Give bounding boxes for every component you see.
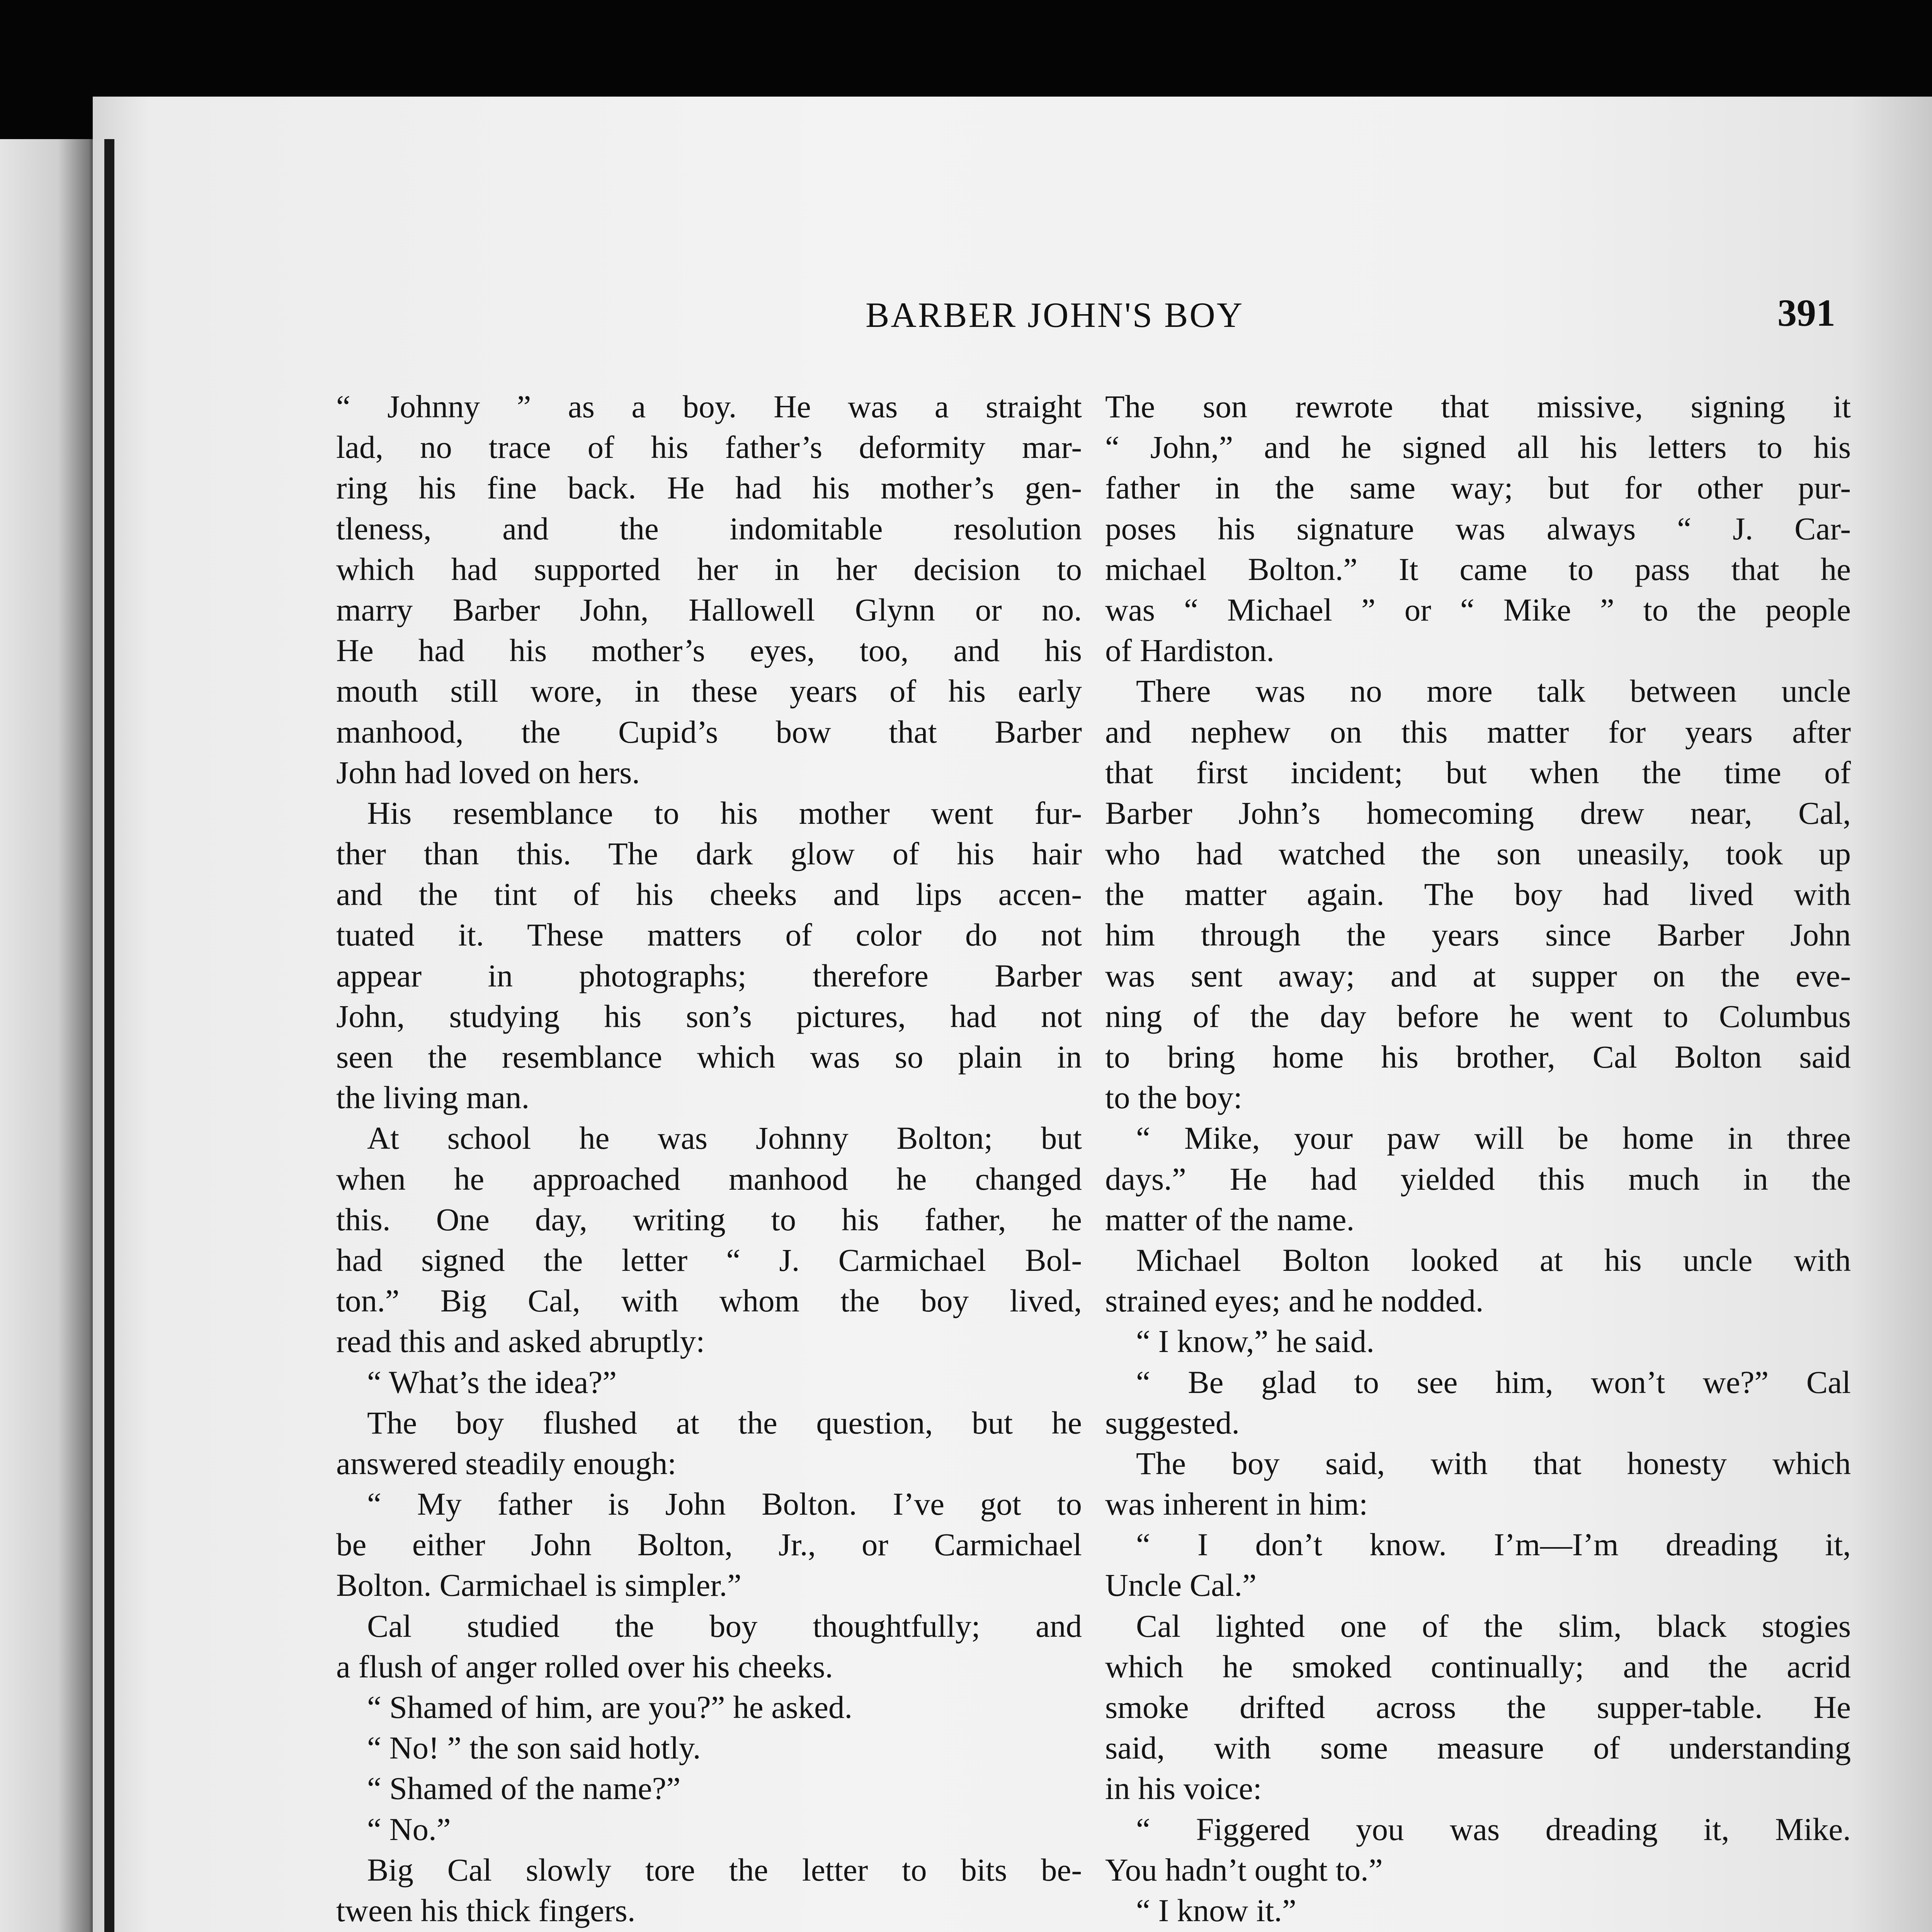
text-line: and nephew on this matter for years after (1105, 714, 1851, 750)
text-line: father in the same way; but for other pur- (1105, 470, 1851, 506)
text-line: manhood, the Cupid’s bow that Barber (336, 714, 1082, 750)
text-line: There was no more talk between uncle (1136, 673, 1851, 709)
text-line: ning of the day before he went to Columbus (1105, 998, 1851, 1034)
text-line: which had supported her in her decision to (336, 551, 1082, 587)
text-line: appear in photographs; therefore Barber (336, 957, 1082, 993)
text-line: tleness, and the indomitable resolution (336, 510, 1082, 546)
text-line: a flush of anger rolled over his cheeks. (336, 1648, 833, 1684)
text-line: “ What’s the idea?” (367, 1364, 617, 1400)
right-text-column (1105, 386, 1851, 1932)
text-line: and the tint of his cheeks and lips accen- (336, 876, 1082, 912)
text-line: the matter again. The boy had lived with (1105, 876, 1851, 912)
text-line: to the boy: (1105, 1080, 1243, 1116)
text-line: strained eyes; and he nodded. (1105, 1283, 1484, 1319)
text-line: John, studying his son’s pictures, had not (336, 998, 1082, 1034)
text-line: John had loved on hers. (336, 754, 640, 790)
text-line: read this and asked abruptly: (336, 1323, 705, 1359)
text-line: poses his signature was always “ J. Car- (1105, 510, 1851, 546)
text-line: “ I know,” he said. (1136, 1323, 1374, 1359)
text-line: Barber John’s homecoming drew near, Cal, (1105, 795, 1851, 831)
text-line: to bring home his brother, Cal Bolton said (1105, 1039, 1851, 1075)
text-line: “ I know it.” (1136, 1892, 1296, 1928)
text-line: “ Johnny ” as a boy. He was a straight (336, 389, 1082, 424)
facing-page-edge (0, 139, 97, 1932)
text-line: You hadn’t ought to.” (1105, 1852, 1383, 1888)
text-line: suggested. (1105, 1405, 1240, 1440)
text-line: ring his fine back. He had his mother’s gen- (336, 470, 1082, 506)
text-line: His resemblance to his mother went fur- (367, 795, 1082, 831)
running-head: BARBER JOHN'S BOY (866, 295, 1244, 335)
text-line: The boy said, with that honesty which (1136, 1445, 1851, 1481)
text-line: days.” He had yielded this much in the (1105, 1161, 1851, 1197)
text-line: the living man. (336, 1080, 530, 1116)
text-line: mouth still wore, in these years of his early (336, 673, 1082, 709)
text-line: of Hardiston. (1105, 633, 1274, 668)
text-line: “ No.” (367, 1811, 451, 1847)
text-line: He had his mother’s eyes, too, and his (336, 633, 1082, 668)
text-line: lad, no trace of his father’s deformity mar- (336, 429, 1082, 465)
text-line: Uncle Cal.” (1105, 1567, 1257, 1603)
text-line: ther than this. The dark glow of his hair (336, 836, 1082, 872)
text-line: was “ Michael ” or “ Mike ” to the people (1105, 592, 1851, 628)
text-line: “ No! ” the son said hotly. (367, 1730, 701, 1766)
binding-gutter (104, 139, 114, 1932)
text-line: in his voice: (1105, 1770, 1262, 1806)
text-line: At school he was Johnny Bolton; but (367, 1120, 1082, 1156)
text-line: Michael Bolton looked at his uncle with (1136, 1242, 1851, 1278)
text-line: be either John Bolton, Jr., or Carmichael (336, 1527, 1082, 1563)
text-line: tuated it. These matters of color do not (336, 917, 1082, 953)
text-line: Cal studied the boy thoughtfully; and (367, 1608, 1082, 1644)
text-line: michael Bolton.” It came to pass that he (1105, 551, 1851, 587)
text-line: “ Figgered you was dreading it, Mike. (1136, 1811, 1851, 1847)
text-line: smoke drifted across the supper-table. He (1105, 1689, 1851, 1725)
text-line: which he smoked continually; and the acrid (1105, 1648, 1851, 1684)
text-line: “ My father is John Bolton. I’ve got to (367, 1486, 1082, 1522)
text-line: ton.” Big Cal, with whom the boy lived, (336, 1283, 1082, 1319)
text-line: “ Be glad to see him, won’t we?” Cal (1136, 1364, 1851, 1400)
text-line: “ I don’t know. I’m—I’m dreading it, (1136, 1527, 1851, 1563)
text-line: who had watched the son uneasily, took up (1105, 836, 1851, 872)
text-line: “ Shamed of him, are you?” he asked. (367, 1689, 853, 1725)
text-line: answered steadily enough: (336, 1445, 677, 1481)
text-line: “ Shamed of the name?” (367, 1770, 681, 1806)
text-line: him through the years since Barber John (1105, 917, 1851, 953)
text-line: had signed the letter “ J. Carmichael Bol- (336, 1242, 1082, 1278)
text-line: was sent away; and at supper on the eve- (1105, 957, 1851, 993)
text-line: Cal lighted one of the slim, black stogies (1136, 1608, 1851, 1644)
text-line: this. One day, writing to his father, he (336, 1201, 1082, 1237)
text-line: “ John,” and he signed all his letters to his (1105, 429, 1851, 465)
text-line: when he approached manhood he changed (336, 1161, 1082, 1197)
text-line: tween his thick fingers. (336, 1892, 636, 1928)
text-line: was inherent in him: (1105, 1486, 1368, 1522)
page-number: 391 (1777, 291, 1835, 334)
text-line: that first incident; but when the time of (1105, 754, 1851, 790)
text-line: Big Cal slowly tore the letter to bits be- (367, 1852, 1082, 1888)
text-line: “ Mike, your paw will be home in three (1136, 1120, 1851, 1156)
text-line: marry Barber John, Hallowell Glynn or no. (336, 592, 1082, 628)
text-line: Bolton. Carmichael is simpler.” (336, 1567, 742, 1603)
text-line: said, with some measure of understanding (1105, 1730, 1851, 1766)
text-line: matter of the name. (1105, 1201, 1355, 1237)
text-line: The son rewrote that missive, signing it (1105, 389, 1851, 424)
text-line: The boy flushed at the question, but he (367, 1405, 1082, 1440)
left-text-column (336, 386, 1082, 1932)
text-line: seen the resemblance which was so plain in (336, 1039, 1082, 1075)
